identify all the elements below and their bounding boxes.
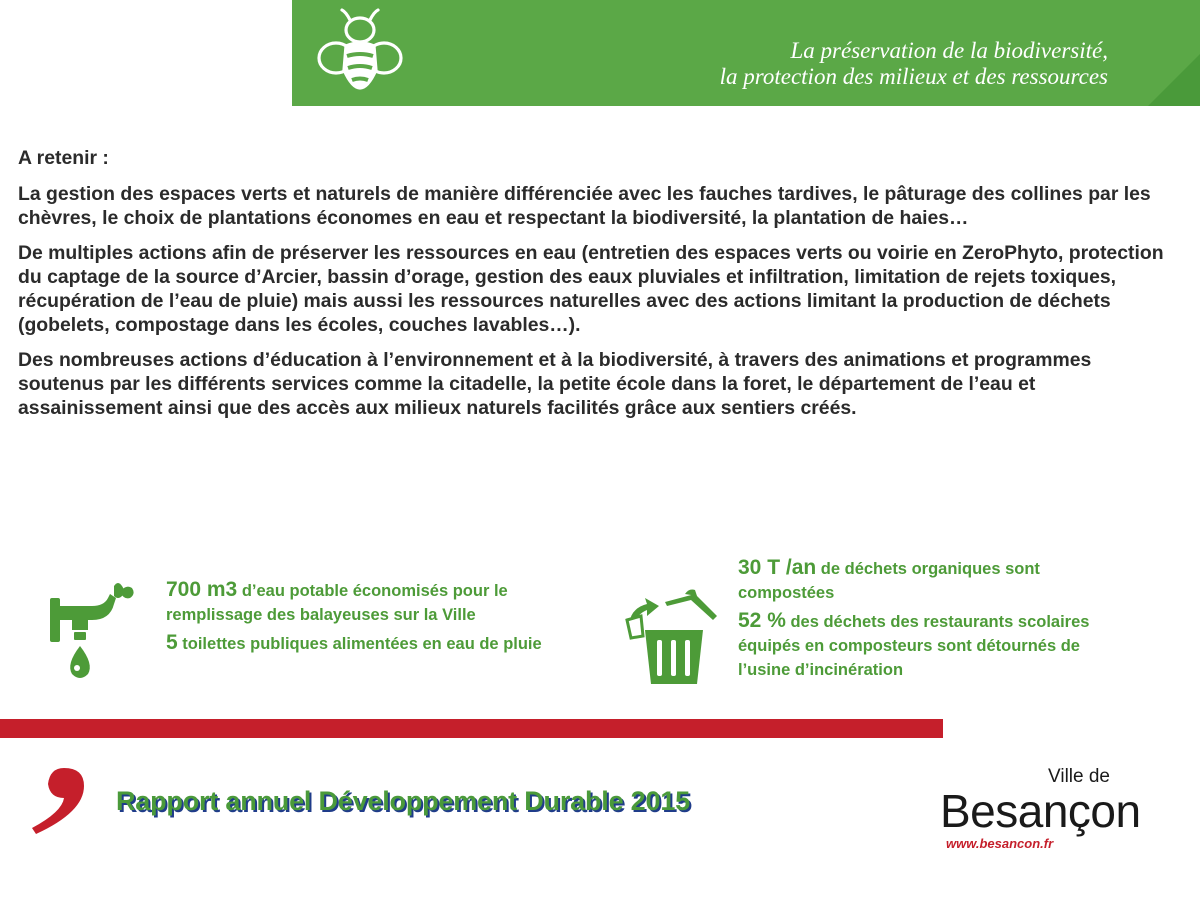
water-stat-2-figure: 5 xyxy=(166,631,178,654)
main-content xyxy=(18,146,1178,431)
waste-stat-1-text: de déchets organiques sont compostées xyxy=(738,560,1040,602)
section-title-line1: La préservation de la biodiversité, xyxy=(790,38,1108,63)
logo-city-name: Besançon xyxy=(940,785,1141,837)
water-stat-2-text: toilettes publiques alimentées en eau de pluie xyxy=(177,635,542,653)
paragraph-education: Des nombreuses actions d’éducation à l’environnement et à la biodiversité, à travers des animations et programmes soutenus par les différents services comme la citadelle, la petite école dans la foret, le département de l’eau et assainissement ainsi que des accès aux milieux naturels facilités grâce aux sentiers créés. xyxy=(18,349,1092,419)
waste-stats xyxy=(625,552,1125,722)
waste-stats-text xyxy=(738,556,1118,682)
footer-divider-bar xyxy=(0,719,943,738)
water-stats xyxy=(48,570,608,720)
banner-corner-decoration xyxy=(1148,54,1200,106)
waste-stat-2 xyxy=(738,609,1118,682)
comma-logo-icon xyxy=(28,764,86,836)
waste-stat-2-text: des déchets des restaurants scolaires équipés en composteurs sont détournés de l’usine d’incinération xyxy=(738,613,1090,679)
logo-url[interactable]: www.besancon.fr xyxy=(946,836,1054,851)
water-stat-1 xyxy=(166,578,596,627)
waste-stat-1-figure: 30 T /an xyxy=(738,556,817,579)
paragraph-water-resources: De multiples actions afin de préserver les ressources en eau (entretien des espaces verts ou voirie en ZeroPhyto, protection du captage de la source d’Arcier, bassin d’orage, gestion des eaux pluviales et infiltration, limitation de rejets toxiques, récupération de l’eau de pluie) mais aussi les ressources naturelles avec des actions limitant la production de déchets (gobelets, compostage dans les écoles, couches lavables…). xyxy=(18,242,1164,336)
paragraph-green-spaces: La gestion des espaces verts et naturels de manière différenciée avec les fauches tardives, le pâturage des collines par les chèvres, le choix de plantations économes en eau et respectant la biodiversité, la plantation de haies… xyxy=(18,183,1151,229)
waste-stat-2-figure: 52 % xyxy=(738,609,786,632)
report-title: Rapport annuel Développement Durable 2015 xyxy=(116,786,690,816)
content-heading: A retenir : xyxy=(18,147,109,169)
besancon-logo xyxy=(940,766,1160,866)
waste-stat-1 xyxy=(738,556,1118,605)
water-stat-1-figure: 700 m3 xyxy=(166,578,238,601)
section-title xyxy=(720,38,1108,90)
water-stat-2 xyxy=(166,631,596,656)
header-banner xyxy=(292,0,1200,106)
recycle-bin-icon xyxy=(625,586,721,686)
water-tap-icon xyxy=(48,578,134,682)
section-title-line2: la protection des milieux et des ressources xyxy=(719,64,1108,89)
logo-ville-text: Ville de xyxy=(1048,766,1110,787)
bee-icon xyxy=(316,6,404,104)
water-stat-1-text: d’eau potable économisés pour le remplissage des balayeuses sur la Ville xyxy=(166,582,508,624)
water-stats-text xyxy=(166,578,596,656)
